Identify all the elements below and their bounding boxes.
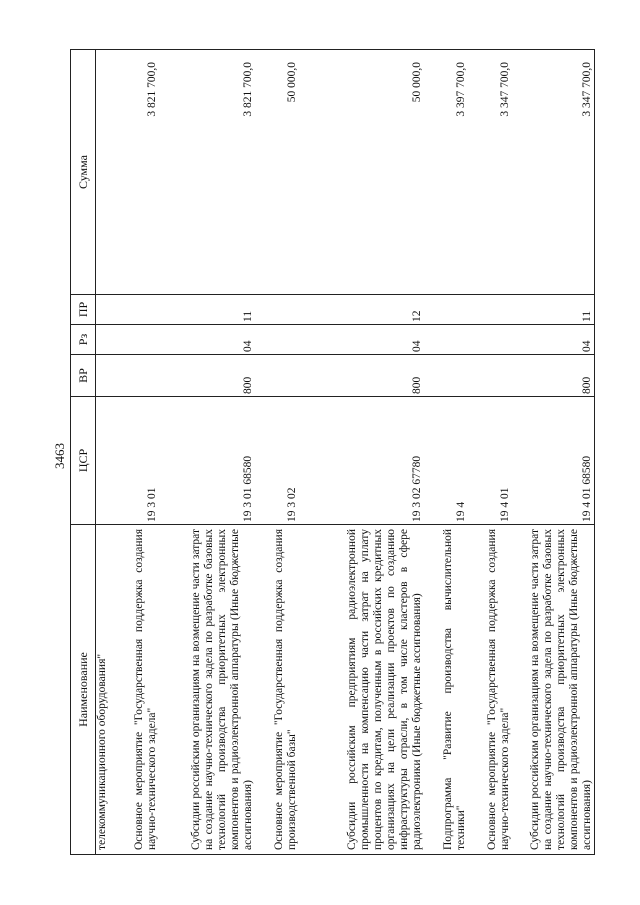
- row-sum: 50 000,0: [299, 50, 424, 295]
- row-pr: 12: [299, 295, 424, 325]
- row-pr: [255, 295, 299, 325]
- row-sum: 3 347 700,0: [468, 50, 512, 295]
- header-rz: Рз: [71, 325, 96, 355]
- row-rz: [424, 325, 468, 355]
- header-name: Наименование: [71, 525, 96, 855]
- row-rz: 04: [512, 325, 595, 355]
- header-vr: ВР: [71, 355, 96, 397]
- row-vr: 800: [299, 355, 424, 397]
- row-rz: [96, 325, 114, 355]
- row-rz: [113, 325, 159, 355]
- table-row: [468, 50, 512, 855]
- row-rz: 04: [159, 325, 255, 355]
- page-number: 3463: [52, 443, 67, 469]
- row-pr: 11: [159, 295, 255, 325]
- row-name: Основное мероприятие "Государственная поддержка создания научно-технического задела": [468, 525, 512, 855]
- table-row: [512, 50, 595, 855]
- row-vr: 800: [159, 355, 255, 397]
- row-sum: 50 000,0: [255, 50, 299, 295]
- row-pr: [468, 295, 512, 325]
- row-pr: 11: [512, 295, 595, 325]
- row-rz: [255, 325, 299, 355]
- header-sum: Сумма: [71, 50, 96, 295]
- row-csr: 19 4: [424, 397, 468, 525]
- row-csr: 19 3 01: [113, 397, 159, 525]
- row-pr: [113, 295, 159, 325]
- row-csr: 19 4 01: [468, 397, 512, 525]
- table-row: [424, 50, 468, 855]
- row-sum: 3 397 700,0: [424, 50, 468, 295]
- row-name: Субсидии российским организациям на возмещение части затрат на создание научно-технического задела по разработке базовых технологий производства приоритетных электронных компонентов и радиоэлектронной аппаратуры (Иные бюджетные ассигнования): [159, 525, 255, 855]
- row-name: Субсидии российским организациям на возмещение части затрат на создание научно-технического задела по разработке базовых технологий производства приоритетных электронных компонентов и радиоэлектронной аппаратуры (Иные бюджетные ассигнования): [512, 525, 595, 855]
- budget-table: [70, 49, 595, 855]
- row-csr: 19 3 02: [255, 397, 299, 525]
- row-csr: 19 3 02 67780: [299, 397, 424, 525]
- table-header-row: [71, 50, 96, 855]
- row-vr: [255, 355, 299, 397]
- row-csr: [96, 397, 114, 525]
- row-name: Субсидии российским предприятиям радиоэлектронной промышленности на компенсацию части затрат на уплату процентов по кредитам, полученным в российских кредитных организациях на цели реализации проектов по созданию инфраструктуры отрасли, в том числе кластеров в сфере радиоэлектроники (Иные бюджетные ассигнования): [299, 525, 424, 855]
- row-csr: 19 4 01 68580: [512, 397, 595, 525]
- row-name: телекоммуникационного оборудования": [96, 525, 114, 855]
- row-rz: 04: [299, 325, 424, 355]
- row-vr: [468, 355, 512, 397]
- row-sum: 3 821 700,0: [113, 50, 159, 295]
- row-name: Подпрограмма "Развитие производства вычислительной техники": [424, 525, 468, 855]
- row-name: Основное мероприятие "Государственная поддержка создания научно-технического задела": [113, 525, 159, 855]
- row-vr: 800: [512, 355, 595, 397]
- row-pr: [424, 295, 468, 325]
- row-vr: [113, 355, 159, 397]
- header-csr: ЦСР: [71, 397, 96, 525]
- row-vr: [424, 355, 468, 397]
- rotated-table-container: [70, 50, 615, 855]
- row-rz: [468, 325, 512, 355]
- row-sum: 3 821 700,0: [159, 50, 255, 295]
- header-pr: ПР: [71, 295, 96, 325]
- row-vr: [96, 355, 114, 397]
- row-pr: [96, 295, 114, 325]
- row-name: Основное мероприятие "Государственная поддержка создания производственной базы": [255, 525, 299, 855]
- table-row: [159, 50, 255, 855]
- table-row: [255, 50, 299, 855]
- row-csr: 19 3 01 68580: [159, 397, 255, 525]
- table-row: [299, 50, 424, 855]
- row-sum: 3 347 700,0: [512, 50, 595, 295]
- table-row: [113, 50, 159, 855]
- row-sum: [96, 50, 114, 295]
- table-row: [96, 50, 114, 855]
